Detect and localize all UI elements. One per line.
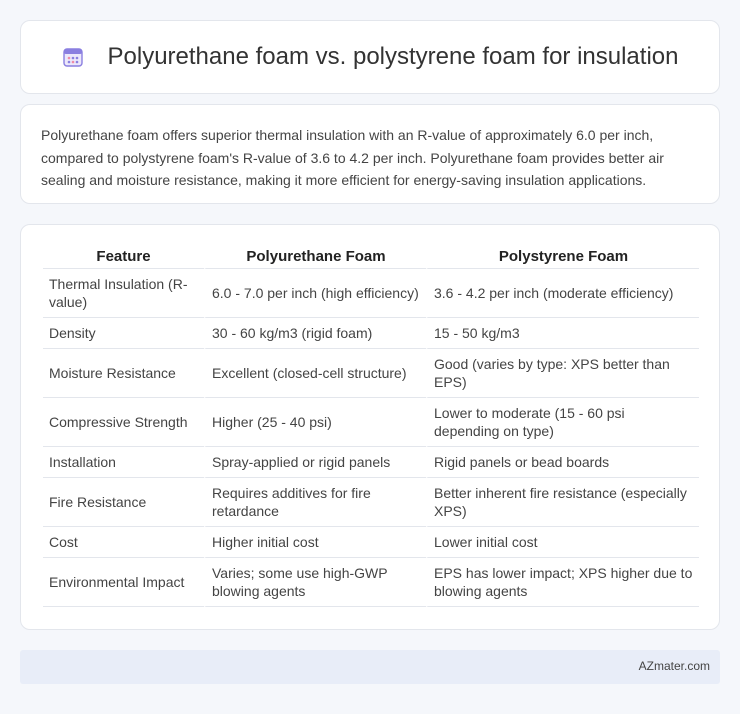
table-cell: Higher (25 - 40 psi) xyxy=(204,398,426,447)
table-cell: Installation xyxy=(43,447,204,478)
table-cell: Good (varies by type: XPS better than EPS) xyxy=(426,349,699,398)
table-row xyxy=(43,398,699,447)
summary-card xyxy=(20,104,720,204)
table-cell: EPS has lower impact; XPS higher due to blowing agents xyxy=(426,558,699,607)
table-cell: 6.0 - 7.0 per inch (high efficiency) xyxy=(204,269,426,318)
table-cell: Lower to moderate (15 - 60 psi depending on type) xyxy=(426,398,699,447)
comparison-table xyxy=(43,247,699,607)
table-cell: Density xyxy=(43,318,204,349)
calendar-icon xyxy=(62,46,84,68)
table-cell: Spray-applied or rigid panels xyxy=(204,447,426,478)
table-cell: 30 - 60 kg/m3 (rigid foam) xyxy=(204,318,426,349)
table-cell: Excellent (closed-cell structure) xyxy=(204,349,426,398)
table-row xyxy=(43,269,699,318)
table-row xyxy=(43,318,699,349)
table-cell: Higher initial cost xyxy=(204,527,426,558)
table-row xyxy=(43,478,699,527)
table-row xyxy=(43,349,699,398)
table-cell: Varies; some use high-GWP blowing agents xyxy=(204,558,426,607)
comparison-table-card xyxy=(20,224,720,630)
table-cell: 15 - 50 kg/m3 xyxy=(426,318,699,349)
table-cell: Thermal Insulation (R-value) xyxy=(43,269,204,318)
table-cell: Moisture Resistance xyxy=(43,349,204,398)
page-title: Polyurethane foam vs. polystyrene foam for insulation xyxy=(107,43,679,70)
summary-text: Polyurethane foam offers superior thermal insulation with an R-value of approximately 6.0 per inch, compared to polystyrene foam's R-value of 3.6 to 4.2 per inch. Polyurethane foam provides better air sealing and moisture resistance, making it more efficient for energy-saving insulation applications. xyxy=(41,127,664,188)
column-header: Polystyrene Foam xyxy=(426,247,699,269)
table-row xyxy=(43,558,699,607)
table-cell: 3.6 - 4.2 per inch (moderate efficiency) xyxy=(426,269,699,318)
table-header-row xyxy=(43,247,699,269)
table-cell: Lower initial cost xyxy=(426,527,699,558)
footer-brand-link[interactable]: AZmater.com xyxy=(638,659,710,673)
table-cell: Environmental Impact xyxy=(43,558,204,607)
column-header: Polyurethane Foam xyxy=(204,247,426,269)
table-cell: Fire Resistance xyxy=(43,478,204,527)
table-row xyxy=(43,447,699,478)
table-cell: Cost xyxy=(43,527,204,558)
table-cell: Rigid panels or bead boards xyxy=(426,447,699,478)
table-row xyxy=(43,527,699,558)
table-cell: Requires additives for fire retardance xyxy=(204,478,426,527)
column-header: Feature xyxy=(43,247,204,269)
table-cell: Better inherent fire resistance (especially XPS) xyxy=(426,478,699,527)
title-card xyxy=(20,20,720,94)
table-cell: Compressive Strength xyxy=(43,398,204,447)
footer xyxy=(20,650,720,684)
